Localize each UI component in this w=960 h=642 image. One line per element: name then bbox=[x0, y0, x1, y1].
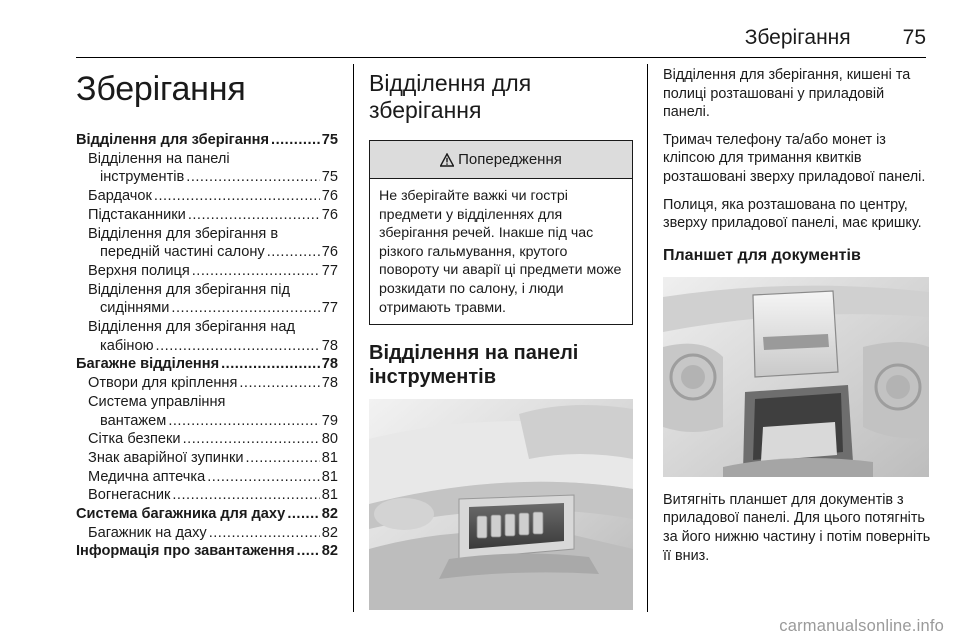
header-page-number: 75 bbox=[902, 26, 926, 49]
middle-column bbox=[369, 70, 633, 610]
running-header bbox=[745, 26, 926, 50]
dashboard-compartment-illustration bbox=[369, 399, 633, 610]
toc-entry[interactable]: Інформація про завантаження ..... 82 bbox=[76, 542, 338, 561]
header-title: Зберігання bbox=[744, 26, 851, 49]
toc-entry[interactable]: вантажем ..... 79 bbox=[76, 412, 338, 431]
toc-entry-line[interactable]: Відділення для зберігання під bbox=[88, 281, 290, 298]
toc-entry[interactable]: Бардачок ..... 76 bbox=[76, 187, 338, 206]
watermark: carmanualsonline.info bbox=[779, 617, 944, 635]
column-divider bbox=[647, 64, 648, 612]
paragraph: Витягніть планшет для документів з приладової панелі. Для цього потягніть за його нижню частину і потім поверніть її вниз. bbox=[663, 491, 931, 564]
header-rule bbox=[76, 57, 926, 58]
document-tablet-illustration bbox=[663, 277, 929, 477]
toc-entry[interactable]: передній частині салону ..... 76 bbox=[76, 243, 338, 262]
toc-column bbox=[76, 70, 338, 561]
toc-entry[interactable]: Багажник на даху ..... 82 bbox=[76, 524, 338, 543]
toc-entry[interactable]: інструментів ..... 75 bbox=[76, 168, 338, 187]
toc-entry[interactable]: Підстаканники ..... 76 bbox=[76, 206, 338, 225]
section-title: Відділення для зберігання bbox=[369, 70, 532, 123]
toc-entry[interactable]: Відділення для зберігання ..... 75 bbox=[76, 131, 338, 150]
toc-entry[interactable]: кабіною ..... 78 bbox=[76, 337, 338, 356]
paragraph: Полиця, яка розташована по центру, зверху приладової панелі, має кришку. bbox=[663, 196, 922, 232]
chapter-title: Зберігання bbox=[76, 70, 246, 108]
subsection-title: Планшет для документів bbox=[663, 246, 861, 264]
toc-entry[interactable]: сидіннями ..... 77 bbox=[76, 299, 338, 318]
warning-triangle-icon bbox=[440, 153, 454, 167]
toc-entry[interactable]: Багажне відділення ..... 78 bbox=[76, 355, 338, 374]
dashboard-compartment-drawing bbox=[369, 399, 633, 610]
toc-entry[interactable]: Верхня полиця ..... 77 bbox=[76, 262, 338, 281]
table-of-contents bbox=[76, 131, 338, 561]
toc-entry[interactable]: Знак аварійної зупинки ..... 81 bbox=[76, 449, 338, 468]
subsection-title: Відділення на панелі інструментів bbox=[369, 342, 579, 389]
warning-box bbox=[369, 140, 633, 325]
warning-header bbox=[370, 141, 632, 179]
paragraph: Тримач телефону та/або монет із кліпсою для тримання квитків розташовані зверху приладової панелі. bbox=[663, 131, 926, 185]
warning-text: Не зберігайте важкі чи гострі предмети у відділеннях для зберігання речей. Інакше під час різкого гальмування, крутого повороту чи аварії ці предмети може розкидати по салону, і люди отримають травми. bbox=[379, 188, 622, 316]
toc-entry[interactable]: Сітка безпеки ..... 80 bbox=[76, 430, 338, 449]
toc-entry[interactable]: Вогнегасник ..... 81 bbox=[76, 486, 338, 505]
toc-entry-line[interactable]: Відділення для зберігання над bbox=[88, 319, 296, 336]
toc-entry[interactable]: Отвори для кріплення ..... 78 bbox=[76, 374, 338, 393]
toc-entry-line[interactable]: Відділення на панелі bbox=[88, 150, 230, 167]
right-column bbox=[663, 66, 931, 574]
document-tablet-drawing bbox=[663, 277, 929, 477]
toc-entry[interactable]: Система багажника для даху ..... 82 bbox=[76, 505, 338, 524]
column-divider bbox=[353, 64, 354, 612]
toc-entry-line[interactable]: Відділення для зберігання в bbox=[88, 225, 279, 242]
paragraph: Відділення для зберігання, кишені та полиці розташовані у приладовій панелі. bbox=[663, 67, 911, 121]
warning-title: Попередження bbox=[458, 151, 562, 168]
toc-entry[interactable]: Медична аптечка ..... 81 bbox=[76, 468, 338, 487]
toc-entry-line[interactable]: Система управління bbox=[88, 393, 226, 410]
